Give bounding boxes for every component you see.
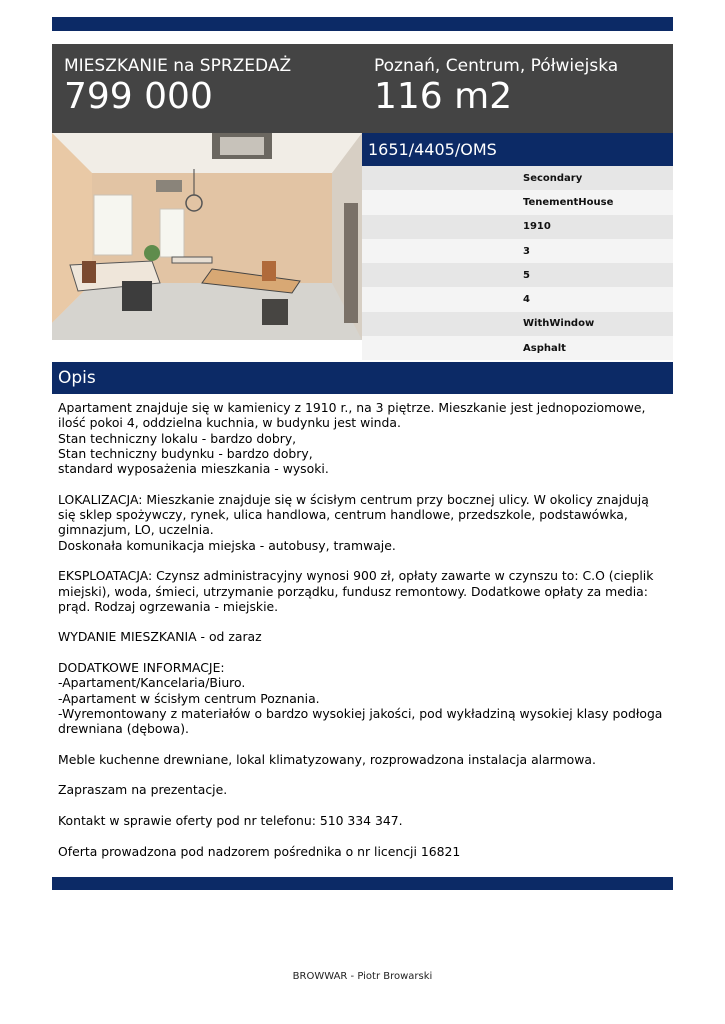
reference-number: 1651/4405/OMS xyxy=(362,133,673,166)
attribute-rooms: 4 xyxy=(362,287,673,311)
bottom-accent-bar xyxy=(52,877,673,890)
header-left xyxy=(64,56,291,118)
attribute-total-floors: 5 xyxy=(362,263,673,287)
top-accent-bar xyxy=(52,17,673,31)
description-paragraph: EKSPLOATACJA: Czynsz administracyjny wynosi 900 zł, opłaty zawarte w czynszu to: C.O (cieplik miejski), woda, śmieci, utrzymanie porządku, fundusz remontowy. Dodatkowe opłaty za media: prąd. Rodzaj ogrzewania - miejskie. xyxy=(58,568,654,614)
listing-header xyxy=(52,44,673,133)
attribute-floor: 3 xyxy=(362,239,673,263)
description-paragraph: Oferta prowadzona pod nadzorem pośrednika o nr licencji 16821 xyxy=(58,843,461,859)
description-paragraph: DODATKOWE INFORMACJE: -Apartament/Kancelaria/Biuro. -Apartament w ścisłym centrum Poznania. -Wyremontowany z materiałów o bardzo wysokiej jakości, pod wykładziną wysokiej klasy podłoga drewniana (dębowa). xyxy=(58,660,663,737)
description-paragraph: Meble kuchenne drewniane, lokal klimatyzowany, rozprowadzona instalacja alarmowa. xyxy=(58,751,596,767)
description-paragraph: WYDANIE MIESZKANIA - od zaraz xyxy=(58,629,262,645)
attribute-year-built: 1910 xyxy=(362,215,673,239)
attribute-building-type: TenementHouse xyxy=(362,190,673,214)
description-paragraph: LOKALIZACJA: Mieszkanie znajduje się w ścisłym centrum przy bocznej ulicy. W okolicy znajdują się sklep spożywczy, rynek, ulica handlowa, centrum handlowe, przedszkole, podstawówka, gimnazjum, LO, uczelnia. Doskonała komunikacja miejska - autobusy, tramwaje. xyxy=(58,491,649,553)
property-photo xyxy=(52,133,362,340)
footer-agency: BROWWAR - Piotr Browarski xyxy=(292,971,433,982)
area: 116 m2 xyxy=(374,76,513,117)
attribute-market: Secondary xyxy=(362,166,673,190)
description-paragraph: Zapraszam na prezentacje. xyxy=(58,782,228,798)
property-attributes-table xyxy=(362,166,673,360)
description-heading: Opis xyxy=(52,362,673,394)
offer-type: MIESZKANIE na SPRZEDAŻ xyxy=(64,56,292,76)
attribute-kitchen: WithWindow xyxy=(362,312,673,336)
location: Poznań, Centrum, Półwiejska xyxy=(374,56,619,76)
description-paragraph: Kontakt w sprawie oferty pod nr telefonu: 510 334 347. xyxy=(58,813,403,829)
description-body xyxy=(58,400,668,874)
price: 799 000 xyxy=(64,76,213,117)
description-paragraph: Apartament znajduje się w kamienicy z 1910 r., na 3 piętrze. Mieszkanie jest jednopoziomowe, ilość pokoi 4, oddzielna kuchnia, w budynku jest winda. Stan techniczny lokalu - bardzo dobry, Stan techniczny budynku - bardzo dobry, standard wyposażenia mieszkania - wysoki. xyxy=(58,400,646,477)
header-right xyxy=(374,56,618,118)
attribute-access-road: Asphalt xyxy=(362,336,673,360)
